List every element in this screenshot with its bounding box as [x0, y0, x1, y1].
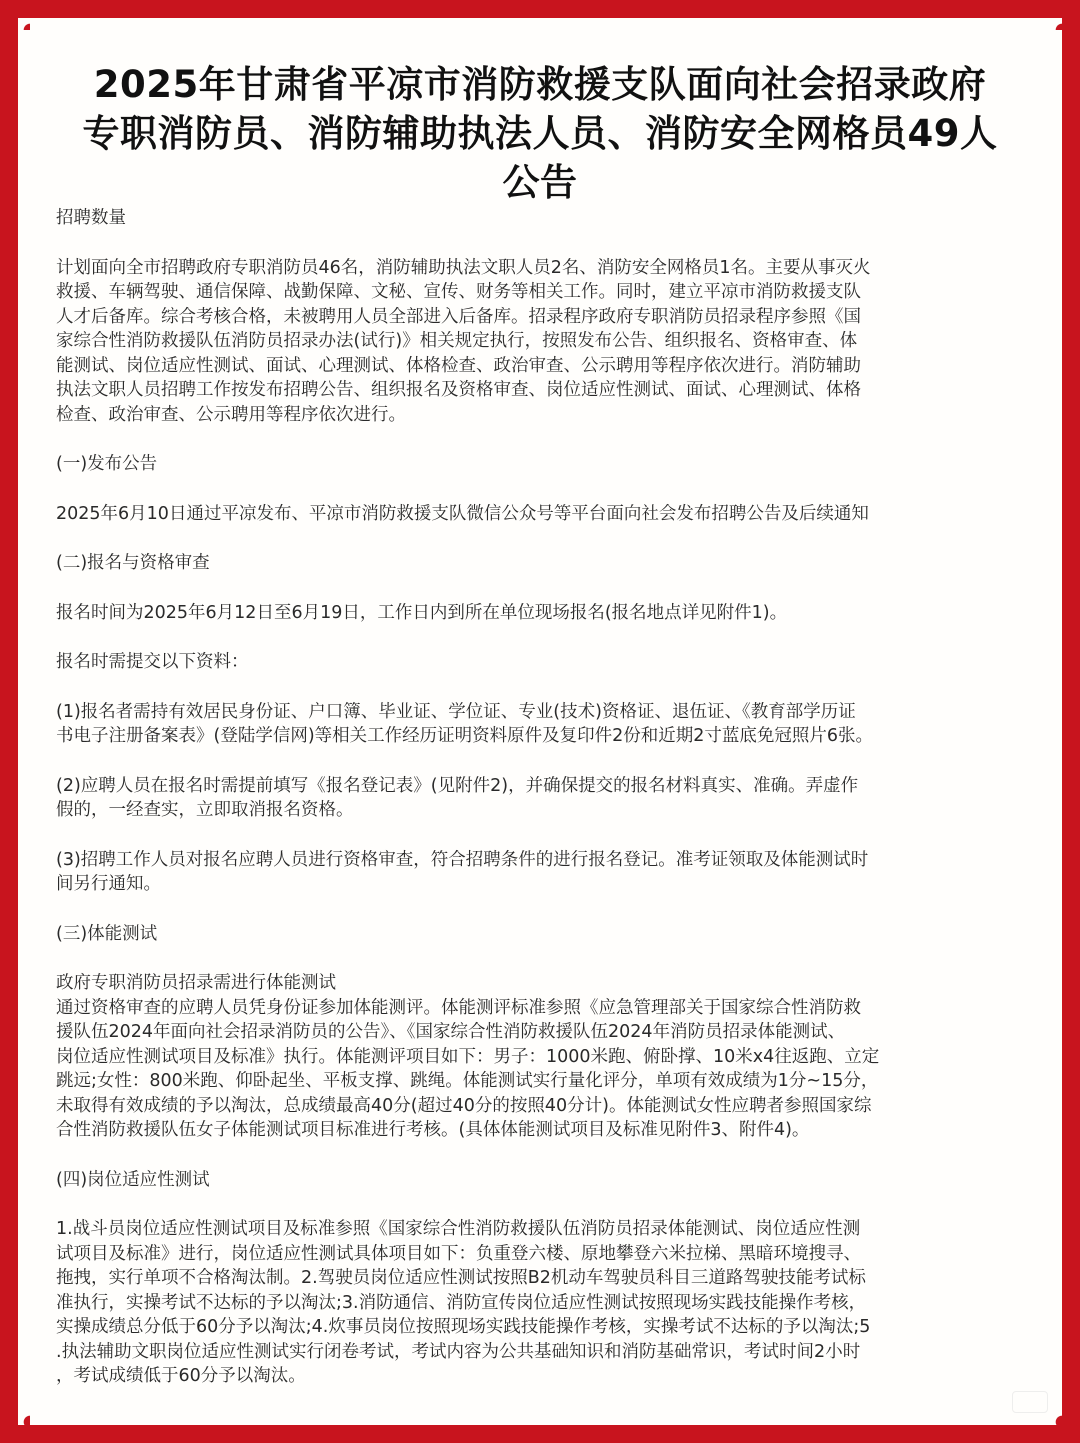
- announcement-body: [56, 206, 1028, 1389]
- page-title: [30, 60, 1050, 207]
- adaptability-paragraph: 1.战斗员岗位适应性测试项目及标准参照《国家综合性消防救援队伍消防员招录体能测试、岗位适应性测 试项目及标准》进行，岗位适应性测试具体项目如下：负重登六楼、原地攀登六米拉梯、黑暗环境搜寻、 拖拽，实行单项不合格淘汰制。2.驾驶员岗位适应性测试按照B2机动车驾驶员科目三道路驾驶技能考试标 准执行，实操考试不达标的予以淘汰;3.消防通信、消防宣传岗位适应性测试按照现场实践技能操作考核， 实操成绩总分低于60分予以淘汰;4.炊事员岗位按照现场实践技能操作考核，实操考试不达标的予以淘汰;5 .执法辅助文职岗位适应性测试实行闭卷考试，考试内容为公共基础知识和消防基础常识，考试时间2小时 ，考试成绩低于60分予以淘汰。: [56, 1219, 871, 1386]
- registration-time: 报名时间为2025年6月12日至6月19日，工作日内到所在单位现场报名(报名地点详见附件1)。: [56, 602, 788, 623]
- recruit-paragraph: 计划面向全市招聘政府专职消防员46名，消防辅助执法文职人员2名、消防安全网格员1名。主要从事灭火 救援、车辆驾驶、通信保障、战勤保障、文秘、宣传、财务等相关工作。同时，建立平凉市消防救援支队 人才后备库。综合考核合格，未被聘用人员全部进入后备库。招录程序政府专职消防员招录程序参照《国 家综合性消防救援队伍消防员招录办法(试行)》相关规定执行，按照发布公告、组织报名、资格审查、体 能测试、岗位适应性测试、面试、心理测试、体格检查、政治审查、公示聘用等程序依次进行。消防辅助 执法文职人员招聘工作按发布招聘公告、组织报名及资格审查、岗位适应性测试、面试、心理测试、体格 检查、政治审查、公示聘用等程序依次进行。: [56, 257, 871, 425]
- registration-materials: 报名时需提交以下资料：: [56, 652, 249, 672]
- fitness-paragraph: 政府专职消防员招录需进行体能测试 通过资格审查的应聘人员凭身份证参加体能测评。体能测评标准参照《应急管理部关于国家综合性消防救 援队伍2024年面向社会招录消防员的公告》、《国家综合性消防救援队伍2024年消防员招录体能测试、 岗位适应性测试项目及标准》执行。体能测评项目如下：男子：1000米跑、俯卧撑、10米x4往返跑、立定 跳远;女性：800米跑、仰卧起坐、平板支撑、跳绳。体能测试实行量化评分，单项有效成绩为1分~15分， 未取得有效成绩的予以淘汰，总成绩最高40分(超过40分的按照40分计)。体能测试女性应聘者参照国家综 合性消防救援队伍女子体能测试项目标准进行考核。(具体体能测试项目及标准见附件3、附件4)。: [56, 973, 880, 1140]
- registration-item-3: (3)招聘工作人员对报名应聘人员进行资格审查，符合招聘条件的进行报名登记。准考证领取及体能测试时 间另行通知。: [56, 849, 869, 894]
- section-heading-adaptability: (四)岗位适应性测试: [56, 1169, 210, 1190]
- title-line-3: 公告: [502, 161, 578, 204]
- section-heading-publish: (一)发布公告: [56, 454, 158, 474]
- registration-item-2: (2)应聘人员在报名时需提前填写《报名登记表》(见附件2)，并确保提交的报名材料真实、准确。弄虚作 假的，一经查实，立即取消报名资格。: [56, 775, 859, 820]
- section-heading-recruit: 招聘数量: [56, 208, 126, 228]
- registration-item-1: (1)报名者需持有效居民身份证、户口簿、毕业证、学位证、专业(技术)资格证、退伍证、《教育部学历证 书电子注册备案表》(登陆学信网)等相关工作经历证明资料原件及复印件2份和近期2寸蓝底免冠照片6张。: [56, 701, 874, 746]
- section-heading-fitness: (三)体能测试: [56, 923, 158, 944]
- section-heading-registration: (二)报名与资格审查: [56, 553, 210, 573]
- title-line-1: 2025年甘肃省平凉市消防救援支队面向社会招录政府: [93, 63, 987, 106]
- title-line-2: 专职消防员、消防辅助执法人员、消防安全网格员49人: [82, 112, 998, 155]
- publish-paragraph: 2025年6月10日通过平凉发布、平凉市消防救援支队微信公众号等平台面向社会发布招聘公告及后续通知: [56, 503, 869, 524]
- watermark-icon: [1012, 1391, 1048, 1413]
